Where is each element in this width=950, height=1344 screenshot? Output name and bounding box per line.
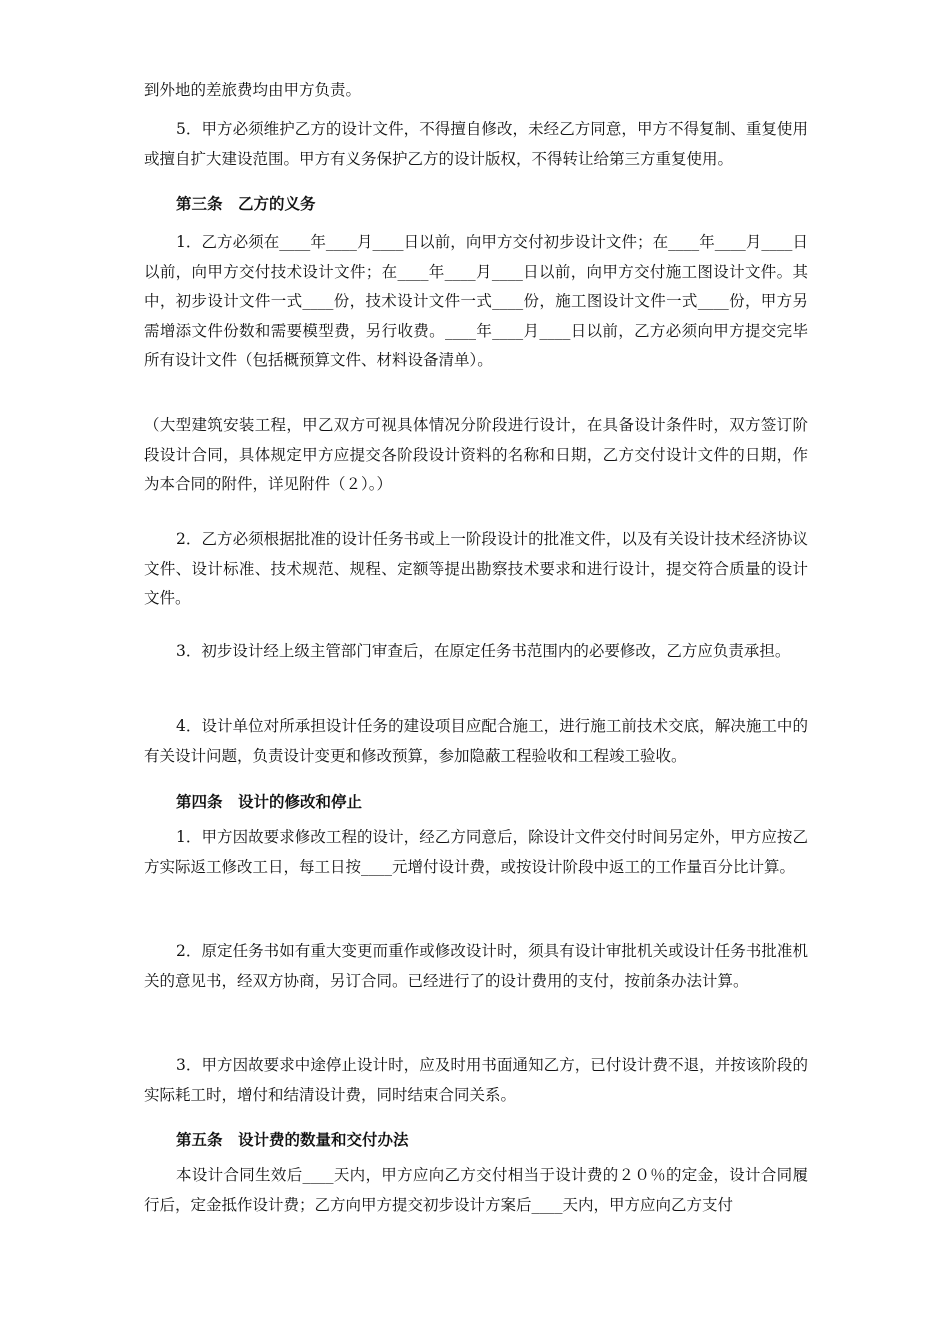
paragraph-clause-2-5: 5．甲方必须维护乙方的设计文件，不得擅自修改，未经乙方同意，甲方不得复制、重复使用或擅自扩大建设范围。甲方有义务保护乙方的设计版权，不得转让给第三方重复使用。 xyxy=(144,120,808,168)
paragraph-clause-4-3: 3．甲方因故要求中途停止设计时，应及时用书面通知乙方，已付设计费不退，并按该阶段的实际耗工时，增付和结清设计费，同时结束合同关系。 xyxy=(144,1056,808,1104)
paragraph-clause-3-1: 1．乙方必须在____年____月____日以前，向甲方交付初步设计文件；在____年____月____日以前，向甲方交付技术设计文件；在____年____月____日以前，向甲方交付施工图设计文件。其中，初步设计文件一式____份，技术设计文件一式____份，施工图设计文件一式____份，甲方另需增添文件份数和需要模型费，另行收费。____年____月____日以前，乙方必须向甲方提交完毕所有设计文件（包括概预算文件、材料设备清单）。 xyxy=(144,233,808,369)
paragraph-travel-expenses: 到外地的差旅费均由甲方负责。 xyxy=(144,81,362,99)
heading-article-3: 第三条 乙方的义务 xyxy=(176,194,316,213)
paragraph-clause-3-3: 3．初步设计经上级主管部门审查后，在原定任务书范围内的必要修改，乙方应负责承担。 xyxy=(176,642,791,660)
heading-article-5: 第五条 设计费的数量和交付办法 xyxy=(176,1130,409,1149)
paragraph-clause-4-1: 1．甲方因故要求修改工程的设计，经乙方同意后，除设计文件交付时间另定外，甲方应按乙方实际返工修改工日，每工日按____元增付设计费，或按设计阶段中返工的工作量百分比计算。 xyxy=(144,828,808,876)
heading-article-4: 第四条 设计的修改和停止 xyxy=(176,792,363,811)
paragraph-clause-4-2: 2．原定任务书如有重大变更而重作或修改设计时，须具有设计审批机关或设计任务书批准机关的意见书，经双方协商，另订合同。已经进行了的设计费用的支付，按前条办法计算。 xyxy=(144,942,808,990)
paragraph-article-5-body: 本设计合同生效后____天内，甲方应向乙方交付相当于设计费的２０％的定金，设计合同履行后，定金抵作设计费；乙方向甲方提交初步设计方案后____天内，甲方应向乙方支付 xyxy=(144,1166,808,1214)
paragraph-clause-3-4: 4．设计单位对所承担设计任务的建设项目应配合施工，进行施工前技术交底，解决施工中的有关设计问题，负责设计变更和修改预算，参加隐蔽工程验收和工程竣工验收。 xyxy=(144,717,808,765)
paragraph-large-project-note: （大型建筑安装工程，甲乙双方可视具体情况分阶段进行设计，在具备设计条件时，双方签订阶段设计合同，具体规定甲方应提交各阶段设计资料的名称和日期，乙方交付设计文件的日期，作为本合同的附件，详见附件（２）。） xyxy=(144,416,808,493)
paragraph-clause-3-2: 2．乙方必须根据批准的设计任务书或上一阶段设计的批准文件，以及有关设计技术经济协议文件、设计标准、技术规范、规程、定额等提出勘察技术要求和进行设计，提交符合质量的设计文件。 xyxy=(144,530,808,607)
